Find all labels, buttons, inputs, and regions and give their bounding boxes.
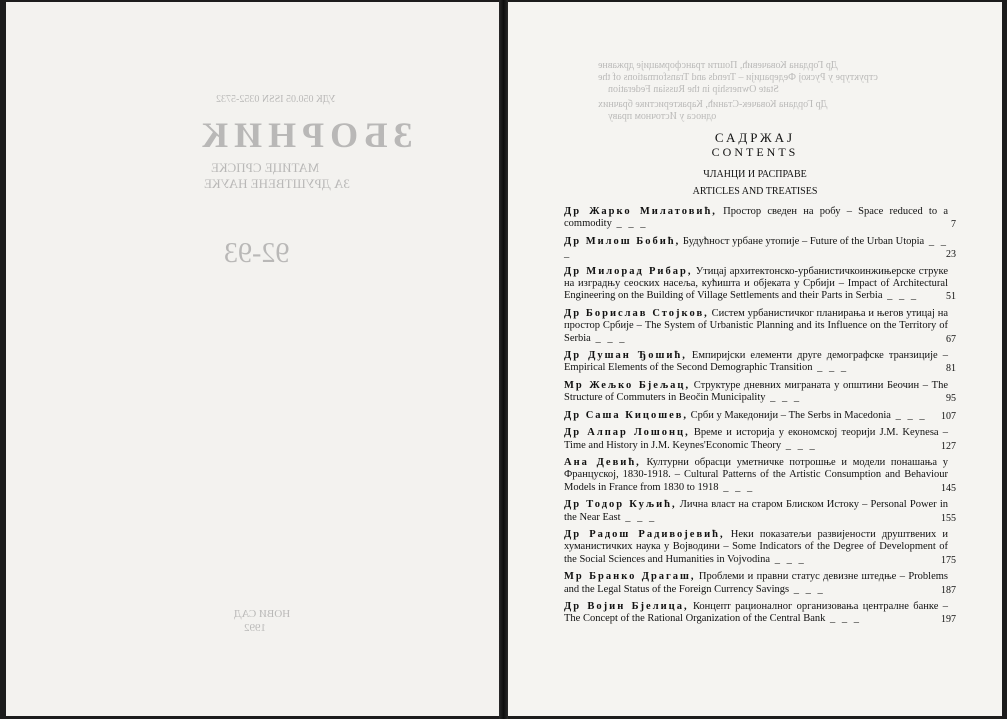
toc-entry-page: 67 xyxy=(946,333,956,345)
toc-entry-author: Мр Бранко Драгаш, xyxy=(564,571,696,583)
toc-entry-title: Срби у Македонији – The Serbs in Macedonia xyxy=(690,409,891,421)
toc-entry xyxy=(564,206,956,233)
toc-entry-page: 187 xyxy=(941,584,956,596)
toc-entry-title: Утицај архитектонско-урбанистичкоинжињерске струке на изградњу сеоских насеља, кућишта и објеката у Србији – Impact of Architectural Engineering on the Building of Village Settlements and their Parts in Serbia xyxy=(564,265,948,302)
right-page xyxy=(508,2,1002,716)
section-heading-latin: ARTICLES AND TREATISES xyxy=(692,186,818,197)
toc-entry-page: 175 xyxy=(941,554,956,566)
toc-leader: _ _ _ xyxy=(770,553,806,565)
ghost-text: МАТИЦЕ СРПСКЕ xyxy=(211,160,320,175)
toc-leader: _ _ _ xyxy=(564,235,948,260)
contents-heading-latin: CONTENTS xyxy=(711,145,799,159)
toc-entry-author: Др Тодор Куљић, xyxy=(564,499,677,511)
ghost-text: структуре у Руској Федерацији – Trends and Transformations of the xyxy=(598,72,878,83)
toc-leader: _ _ _ xyxy=(882,290,919,302)
toc-entry-title: Концепт рационалног организовања централне банке – The Concept of the Rational Organization of the Central Bank xyxy=(564,600,948,625)
toc-entry-author: Др Војин Бјелица, xyxy=(564,600,689,612)
toc-leader: _ _ _ xyxy=(825,613,861,625)
ghost-text: 92-93 xyxy=(224,238,290,269)
toc-entry xyxy=(564,409,956,424)
toc-entry-author: Др Милорад Рибар, xyxy=(564,265,693,277)
toc-entry-author: Мр Жељко Бјељац, xyxy=(564,379,691,391)
contents-heading-cyrillic: САДРЖАЈ xyxy=(714,130,796,145)
toc-entry xyxy=(564,265,956,305)
toc-entry-title: Културни обрасци уметничке потрошње и модели понашања у Француској, 1830-1918. – Cultural Patterns of the Artistic Consumption and Behaviour Models in France from 1830 to 1918 xyxy=(564,456,948,493)
toc-leader: _ _ _ xyxy=(590,332,627,344)
toc-leader: _ _ _ xyxy=(781,439,817,451)
toc-entry-page: 155 xyxy=(941,512,956,524)
toc-entry-title: Емпиријски елементи друге демографске транзиције – Empirical Elements of the Second Demographic Transition xyxy=(564,350,949,374)
toc-entry xyxy=(564,350,956,377)
ghost-text: State Ownership in the Russian Federation xyxy=(608,84,779,95)
toc-entry-page: 145 xyxy=(941,482,956,494)
toc-entry-page: 197 xyxy=(941,614,956,626)
toc-entry-title: Време и историја у економској теорији J.M. Keynesa – Time and History in J.M. Keynes'Economic Theory xyxy=(564,427,949,451)
toc-entry-author: Др Саша Кицошев, xyxy=(564,409,689,421)
toc-entry xyxy=(564,600,956,628)
toc-entry xyxy=(564,427,956,454)
toc-entry-author: Др Борислав Стојков, xyxy=(564,307,709,319)
toc-leader: _ _ _ xyxy=(812,362,849,374)
toc-entry-title: Систем урбанистичког планирања и његов утицај на простор Србије – The System of Urbanistic Planning and its Influence on the Territory of Serbia xyxy=(564,307,949,344)
ghost-text: односа у Источном праву xyxy=(608,111,717,122)
toc-entry-page: 51 xyxy=(946,291,956,303)
toc-leader: _ _ _ xyxy=(718,481,755,493)
toc-leader: _ _ _ xyxy=(765,392,802,404)
toc-entry-author: Др Алпар Лошонц, xyxy=(564,427,690,439)
toc-entry-title: Неки показатељи развијености друштвених и хуманистичких наука у Војводини – Some Indicators of the Degree of Development of the Social Sciences and Humanities in Vojvodina xyxy=(564,528,949,565)
ghost-text: Др Гордана Ковачек-Станић, Карактеристике брачних xyxy=(598,99,828,110)
toc-entry-page: 95 xyxy=(946,393,956,405)
toc-entry xyxy=(564,571,956,598)
toc-entry-page: 23 xyxy=(946,249,956,261)
toc-entry-page: 81 xyxy=(946,363,956,375)
toc-entry-title: Простор сведен на робу – Space reduced to a commodity xyxy=(564,206,948,230)
toc-entry-author: Др Милош Бобић, xyxy=(564,235,681,247)
book-gutter xyxy=(499,0,508,719)
toc-entry-author: Ана Девић, xyxy=(564,456,641,468)
table-of-contents xyxy=(564,206,956,631)
toc-entry xyxy=(564,456,956,496)
toc-entry-author: Др Душан Ђошић, xyxy=(564,350,687,362)
toc-entry xyxy=(564,499,956,526)
toc-leader: _ _ _ xyxy=(789,583,825,595)
toc-entry-author: Др Жарко Милатовић, xyxy=(564,206,717,217)
toc-entry-page: 127 xyxy=(941,440,956,452)
ghost-text: ЗБОРНИК xyxy=(196,115,413,155)
toc-entry-title: Проблеми и правни статус девизне штедње – Problems and the Legal Status of the Foreign Currency Savings xyxy=(564,571,948,595)
toc-entry-title: Лична власт на старом Блиском Истоку – Personal Power in the Near East xyxy=(564,499,949,523)
section-heading-cyrillic: ЧЛАНЦИ И РАСПРАВЕ xyxy=(703,169,807,180)
toc-entry-author: Др Радош Радивојевић, xyxy=(564,528,725,540)
ghost-text: НОВИ САД xyxy=(234,608,291,620)
ghost-text: 1992 xyxy=(244,622,266,634)
ghost-text: Др Гордана Ковачевић, Пошти трансформације државне xyxy=(598,60,838,71)
left-page xyxy=(6,2,499,716)
toc-entry xyxy=(564,307,956,347)
toc-entry-page: 107 xyxy=(941,410,956,422)
toc-leader: _ _ _ xyxy=(620,511,657,523)
toc-leader: _ _ _ xyxy=(611,218,648,230)
ghost-text: УДК 050.05 ISSN 0352-5732 xyxy=(216,94,336,105)
toc-entry xyxy=(564,379,956,407)
toc-entry-page: 7 xyxy=(951,219,956,231)
toc-entry xyxy=(564,528,956,568)
toc-entry-title: Структуре дневних миграната у општини Беочин – The Structure of Commuters in Beočin Municipality xyxy=(564,379,949,404)
ghost-text: ЗА ДРУШТВЕНЕ НАУКЕ xyxy=(204,176,350,191)
toc-entry-title: Будућност урбане утопије – Future of the Urban Utopia xyxy=(682,235,925,247)
toc-leader: _ _ _ xyxy=(890,409,927,421)
toc-entry xyxy=(564,235,956,263)
